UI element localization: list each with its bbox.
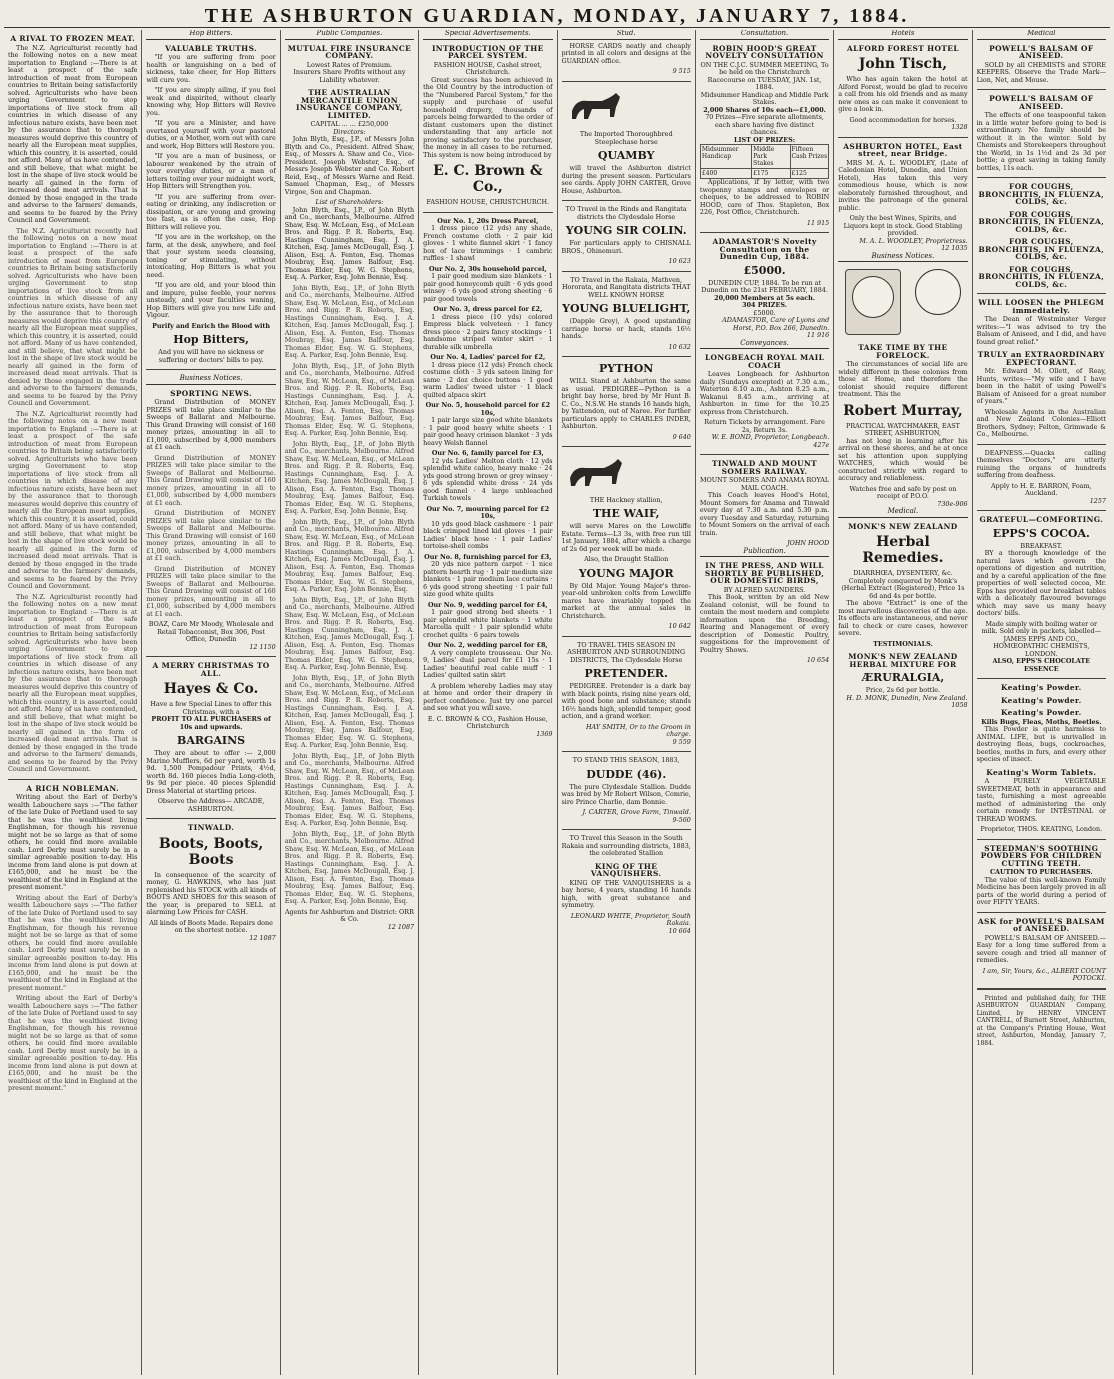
ad-phlegm-title: WILL LOOSEN the PHLEGM immediately.: [978, 298, 1105, 315]
ad-quamby-title: The Imported Thoroughbred Steeplechase horse: [579, 130, 673, 146]
ad-pretender-sig: HAY SMITH, Or to the Groom in charge.: [585, 722, 691, 738]
ad-ref: 427e: [813, 440, 830, 449]
divider: [562, 81, 691, 82]
ad-king-sig: LEONARD WHITE, Proprietor, South Rakaia.: [570, 911, 691, 927]
ad-pretender-name: PRETENDER.: [584, 667, 668, 680]
ad-ref: 12 1150: [249, 642, 276, 651]
divider: [423, 212, 552, 213]
column-head: Hotels: [838, 30, 967, 40]
table-cell: £400: [700, 169, 751, 179]
column-head: Consultation.: [700, 30, 829, 40]
parcel-items: 10 yds good black cashmere · 1 pair black crimped lined kid gloves · 1 pair Ladies' black hose · 1 pair Ladies' tortoise-shell combs: [423, 519, 553, 550]
parcel-label: Our No. 6, family parcel for £3,: [431, 449, 544, 457]
article-frozen-meat: The N.Z. Agriculturist recently had the following notes on a new meat importation to England :—There is at least a prospect of the safe introduction of meat from European countries to Britain being satisfactorily solved. Agriculturists who have been urging Government to stop importations of live stock from all countries in which disease of any infectious nature exists, have been met by the assurance that to thorough measures would deprive this country of nearly all the European meat supplies, which this country, it is asserted, could not afford. Many of us have contended, and still believe, that what might be lost in the shape of live stock would be nearly all gained in the form of increased dead meat arrivals. That is denied by those engaged in the trade and adverse to the farmers' demands, and seems to be feared by the Privy Council and Government.: [8, 43, 138, 224]
divider: [977, 89, 1106, 90]
ad-ashburton-hotel-body: MRS M. A. L. WOODLEY, (Late of Caledonian Hotel, Dunedin, and Union Hotel), Has taken this very commodious house, which is now elaborately furnished throughout, and invites the patronage of the general public.: [838, 158, 968, 212]
ad-epps-also: ALSO, EPPS'S CHOCOLATE ESSENCE: [992, 657, 1091, 673]
ad-murray-trade: PRACTICAL WATCHMAKER, EAST STREET, ASHBURTON,: [846, 421, 960, 437]
ad-insurance-capital: CAPITAL ... ... £250,000: [310, 120, 389, 128]
divider: [977, 988, 1106, 990]
ad-powell-title: POWELL'S BALSAM OF ANISEED.: [989, 43, 1094, 60]
column-head: Hop Bitters.: [146, 30, 275, 40]
table-cell: Fifteen Cash Prizes: [790, 145, 829, 169]
ad-keating-line: Keating's Powder.: [1001, 695, 1082, 705]
parcel-items: 12 yds Ladies' Melton cloth · 12 yds splendid white calico, heavy make · 24 yds good strong brown or grey winsey · 6 yds splendid white dress · 24 yds good flannel · 4 large unbleached Turkish towels: [423, 456, 553, 502]
ad-powell-body-2: The effects of one teaspoonful taken in a little water before going to bed is extraordinary. No family should be without it in the winter. Sold by Chemists and Storekeepers throughout the World, in 1s 1½d and 2s 3d per bottle; a great saving in taking family bottles, 11s each.: [976, 111, 1106, 172]
parcel-label: Our No. 3, dress parcel for £2,: [433, 305, 543, 313]
parcel-label: Our No. 4, Ladies' parcel for £2,: [430, 353, 546, 361]
ad-adamastor-title: ADAMASTOR'S Novelty Consultation on the Dunedin Cup, 1884.: [712, 237, 817, 261]
ad-shareholders-cont-4: John Blyth, Esq., J.P., of John Blyth and Co., merchants, Melbourne. Alfred Shaw, Esq. W. McLean, Esq., of McLean Bros. and Rigg. P. R. Roberts, Esq. Hastings Cunningham, Esq. J. A. Kitchen, Esq. James McDougall, Esq. J. Alison, Esq. A. Fenton, Esq. Thomas Moubray, Esq. James Balfour, Esq. Thomas Elder, Esq. W. G. Stephens, Esq. A. Parker, Esq. John Bennie, Esq.: [284, 517, 415, 593]
table-cell: Middle Park Stakes: [752, 145, 790, 169]
parcel-items: 1 pair good strong bed sheets · 1 pair splendid white blankets · 1 white Marcella quilt · 1 pair splendid white crochet quilts · 6 pairs towels: [423, 608, 553, 639]
ad-birds-author: BY ALFRED SAUNDERS.: [723, 585, 806, 594]
ad-pretender-title: TO TRAVEL THIS SEASON IN ASHBURTON AND SURROUNDING DISTRICTS, The Clydesdale Horse: [567, 640, 686, 664]
ad-major-body: By Old Major. Young Major's three-year-old unbroken colts from Lowcliffe mares have invariably topped the market at the annual sales in Christchurch.: [561, 581, 691, 620]
ad-waif-title: THE Hackney stallion,: [589, 495, 663, 504]
column-3: [281, 30, 419, 1375]
column-2: [142, 30, 280, 1375]
section-head: Business Notices.: [146, 375, 275, 385]
ad-directors-label: Directors:: [333, 127, 366, 136]
ad-ref: 10 664: [668, 926, 691, 935]
ad-major-title: Also, the Draught Stallion: [584, 555, 669, 563]
ad-robin-hood-races: Midsummer Handicap and Middle Park Stakes.: [700, 90, 829, 106]
article-rich-nobleman-cont: Writing about the Earl of Derby's wealth Labouchere says :—"The father of the late Duke of Portland used to say that he was the wealthiest living Englishman, for though his revenue might not be so large as that of some others, he could find more available cash. Lord Derby must surely be in a similar agreeable position to-day. His income from land alone is put down at £165,000, and he must be the wealthiest of the kind in England at the present moment.": [8, 893, 138, 992]
ad-monk-mixture-title: MONK'S NEW ZEALAND HERBAL MIXTURE FOR: [848, 652, 958, 669]
ad-directors: John Blyth, Esq., J.P., of Messrs John Blyth and Co., President. Alfred Shaw, Esq., of Messrs A. Shaw and Co., Vice-President. Joseph Webster, Esq., of Messrs Joseph Webster and Co. Robert Reid, Esq., of Messrs Warne and Reid. Samuel Chapman, Esq., of Messrs Virgoe, Son and Chapman.: [284, 135, 415, 196]
ad-ref: 10 654: [806, 656, 830, 664]
ad-expectorant-agents: Wholesale Agents in the Australian and New Zealand Colonies—Elliott Brothers, Sydney; Felton, Grimwade & Co., Melbourne.: [976, 407, 1106, 438]
article-rich-nobleman-cont-2: Writing about the Earl of Derby's wealth Labouchere says :—"The father of the late Duke of Portland used to say that he was the wealthiest living Englishman, for though his revenue might not be so large as that of some others, he could find more available cash. Lord Derby must surely be in a similar agreeable position to-day. His income from land alone is put down at £165,000, and he must be the wealthiest of the kind in England at the present moment.": [8, 994, 138, 1092]
ad-ref: 730e-906: [937, 499, 968, 508]
masthead: [0, 0, 1114, 26]
ad-hayes-firm: Hayes & Co.: [163, 681, 259, 697]
masthead-title: THE ASHBURTON GUARDIAN, MONDAY, JANUARY 7, 1884.: [204, 5, 910, 27]
ad-birds-body: This Book, written by an old New Zealand colonist, will be found to contain the most modern and complete information upon the Breeding, Rearing and Management of every description of Domestic Poultry, suggestions for the improvement of Poultry Shows.: [699, 593, 830, 654]
ad-steedman-caution: CAUTION TO PURCHASERS.: [989, 868, 1093, 876]
ad-insurance-title: MUTUAL FIRE INSURANCE COMPANY.: [287, 43, 412, 60]
ad-ref: 12 1087: [387, 922, 415, 931]
divider: [146, 818, 275, 819]
parcel-label: Our No. 9, wedding parcel for £4,: [427, 600, 548, 609]
ad-shareholders-cont-7: John Blyth, Esq., J.P., of John Blyth and Co., merchants, Melbourne. Alfred Shaw, Esq. W. McLean, Esq., of McLean Bros. and Rigg. P. R. Roberts, Esq. Hastings Cunningham, Esq. J. A. Kitchen, Esq. James McDougall, Esq. J. Alison, Esq. A. Fenton, Esq. Thomas Moubray, Esq. James Balfour, Esq. Thomas Elder, Esq. W. G. Stephens, Esq. A. Parker, Esq. John Bennie, Esq.: [284, 751, 415, 827]
divider: [562, 636, 691, 637]
table-row: [700, 169, 828, 179]
section-head: Conveyances.: [700, 340, 829, 350]
ad-parcel-foot: E. C. BROWN & CO., Fashion House, Christchurch: [427, 714, 548, 730]
divider: [562, 751, 691, 752]
ad-insurance-agents: Agents for Ashburton and District: ORR & Co.: [284, 907, 414, 923]
ad-boots-firm: Boots, Boots, Boots: [158, 835, 264, 868]
divider: [977, 177, 1106, 178]
ad-alford-body: Who has again taken the hotel at Alford Forest, would be glad to receive a call from his old friends and as many new ones as can make it convenient to give a look in.: [838, 75, 968, 113]
ad-boots-body: In consequence of the scarcity of money, G. HAWKINS, who has just replenished his STOCK with all kinds of BOOTS AND SHOES for this season of the year, is prepared to SELL at alarming Low Prices for CASH.: [146, 870, 276, 916]
headline-frozen-meat: A RIVAL TO FROZEN MEAT.: [10, 34, 136, 43]
ad-sporting-body-cont-3: Grand Distribution of MONEY PRIZES will take place similar to the Sweeps of Ballarat and Melbourne. This Grand Drawing will consist of 160 money prizes, amounting in all to £1,000, subscribed by 4,000 members at £1 each.: [146, 564, 276, 618]
ad-tag-foot: And you will have no sickness or suffering or doctors' bills to pay.: [158, 348, 264, 364]
ad-truth-line: "If you are simply ailing, if you feel weak and dispirited, without clearly knowing why, Hop Bitters will Revive you.: [146, 86, 276, 117]
ad-mount-somers-body: This Coach leaves Hood's Hotel, Mount Somers for Anama and Tinwald every day at 7.30 a.m. and 5.30 p.m. every Tuesday and Saturday, returning to Mount Somers on the arrival of each train.: [699, 491, 830, 537]
ad-python-body: WILL Stand at Ashburton the same as usual. PEDIGREE—Python is a bright bay horse, bred by Mr Hunt B. C. Co., N.S.W. He stands 16 hands high, by Yattendon, out of Naree. For further particulars apply to CHARLES INDER, Ashburton.: [561, 377, 691, 430]
table-cell: £175: [752, 169, 790, 179]
ad-adamastor-total: £5000.: [753, 308, 776, 317]
divider: [8, 779, 137, 780]
divider: [700, 232, 829, 233]
ad-coughs-line: FOR COUGHS, BRONCHITIS, IN FLUENZA, COLDS, &c.: [978, 264, 1105, 289]
ad-adamastor-amount: £5000.: [743, 263, 786, 277]
ad-ref: 9 515: [672, 67, 691, 75]
column-container: [4, 30, 1110, 1375]
article-frozen-meat-cont-2: The N.Z. Agriculturist recently had the following notes on a new meat importation to England :—There is at least a prospect of the safe introduction of meat from European countries to Britain being satisfactorily solved. Agriculturists who have been urging Government to stop importations of live stock from all countries in which disease of any infectious nature exists, have been met by the assurance that to thorough measures would deprive this country of nearly all the European meat supplies, which this country, it is asserted, could not afford. Many of us have contended, and still believe, that what might be lost in the shape of live stock would be nearly all gained in the form of increased dead meat arrivals. That is denied by those engaged in the trade and adverse to the farmers' demands, and seems to be feared by the Privy Council and Government.: [8, 409, 138, 590]
ad-king-title: TO Travel this Season in the South Rakaia and surrounding districts, 1883, the celebrated Stallion: [561, 834, 691, 857]
parcel-items: 1 dress piece (12 yds) any shade, French costume cloth · 2 pair kid gloves · 1 white flannel skirt · 1 fancy box of lace trimmings · 1 cambric ruffles · 1 shawl: [423, 224, 553, 262]
ad-dudde-sig: J. CARTER, Grove Farm, Tinwald.: [582, 808, 691, 816]
ad-take-time-title: TAKE TIME BY THE FORELOCK.: [858, 343, 948, 360]
divider: [562, 200, 691, 201]
column-6: [696, 30, 834, 1375]
article-frozen-meat-cont-3: The N.Z. Agriculturist recently had the following notes on a new meat importation to England :—There is at least a prospect of the safe introduction of meat from European countries to Britain being satisfactorily solved. Agriculturists who have been urging Government to stop importations of live stock from all countries in which disease of any infectious nature exists, have been met by the assurance that to thorough measures would deprive this country of nearly all the European meat supplies, which this country, it is asserted, could not afford. Many of us have contended, and still believe, that what might be lost in the shape of live stock would be nearly all gained in the form of increased dead meat arrivals. That is denied by those engaged in the trade and adverse to the farmers' demands, and seems to be feared by the Privy Council and Government.: [8, 592, 138, 773]
ad-birds-title: IN THE PRESS, AND WILL SHORTLY BE PUBLISHED, OUR DOMESTIC BIRDS,: [704, 561, 825, 585]
ad-brown-sub: FASHION HOUSE, CHRISTCHURCH.: [426, 198, 550, 206]
ad-worm-tablets-title: Keating's Worm Tablets.: [986, 767, 1097, 777]
parcel-items: 20 yds nice pattern carpet · 1 nice pattern hearth rug · 1 pair medium size blankets · 1 pair medium lace curtains · 6 yds good strong sheeting · 1 pair full size good white quilts: [423, 560, 553, 598]
ad-brown-firm: E. C. Brown & Co.,: [433, 163, 543, 195]
ad-shareholders: John Blyth, Esq., J.P., of John Blyth and Co., merchants, Melbourne. Alfred Shaw, Esq. W. McLean, Esq., of McLean Bros. and Rigg. P. R. Roberts, Esq. Hastings Cunningham, Esq. J. A. Kitchen, Esq. James McDougall, Esq. J. Alison, Esq. A. Fenton, Esq. Thomas Moubray, Esq. James Balfour, Esq. Thomas Elder, Esq. W. G. Stephens, Esq. A. Parker, Esq. John Bennie, Esq.: [284, 205, 415, 281]
ad-mount-somers-sub: MOUNT SOMERS AND ANAMA ROYAL MAIL COACH.: [700, 476, 830, 492]
ad-keating-kills: Kills Bugs, Fleas, Moths, Beetles.: [981, 717, 1102, 726]
ad-horse-cards: HORSE CARDS neatly and cheaply printed in all colors and designs at the GUARDIAN office.: [561, 41, 691, 65]
ad-coughs-line: FOR COUGHS, BRONCHITIS, IN FLUENZA, COLDS, &c.: [978, 209, 1105, 234]
ad-longbeach-body: Leaves Longbeach for Ashburton daily (Sundays excepted) at 7.30 a.m., Waterton 8.10 a.m., Ashton 8.25 a.m., Wakanui 8.45 a.m., arriving at Ashburton in time for the 10.25 express from Christchurch.: [699, 370, 830, 416]
ad-worm-tablets-body: A PURELY VEGETABLE SWEETMEAT, both in appearance and taste, furnishing a most agreeable method of administering the only certain remedy for INTESTINAL or THREAD WORMS.: [976, 777, 1106, 823]
ad-insurance-rates: Lowest Rates of Premium.: [306, 60, 393, 69]
ad-take-time-body: The circumstances of social life are widely different in these colonies from those at Home, and therefore the colonist should require different treatment. This the: [838, 360, 968, 398]
ad-parcel-body-2: A problem whereby Ladies may stay at home and order their drapery in perfect confidence. Just try one parcel and see what you will save.: [423, 681, 553, 712]
ad-major-name: YOUNG MAJOR: [578, 566, 674, 580]
ad-ref: 1058: [951, 701, 968, 709]
ad-boaz-address: BOAZ, Care Mr Moody, Wholesale and Retail Tobacconist, Box 306, Post Office, Dunedin: [148, 620, 274, 643]
ad-tinwald-title: TINWALD.: [187, 823, 235, 832]
divider: [977, 293, 1106, 294]
ad-keating-body: This Powder is quite harmless to ANIMAL LIFE, but is unrivalled in destroying fleas, bugs, cockroaches, beetles, moths in furs, and every other species of insect.: [976, 725, 1106, 763]
ad-bluelight-title: TO Travel in the Rakaia, Mathven, Hororata, and Rangitata districts THAT WELL KNOWN HORSE: [561, 275, 691, 299]
ad-monk-sub: DIARRHŒA, DYSENTERY, &c. Completely conquered by Monk's (Herbal Extract (Registered), Price 1s 6d and 4s per bottle.: [841, 569, 965, 600]
table-row: [700, 145, 828, 169]
column-head: Special Advertisements.: [423, 30, 552, 40]
section-head: Business Notices.: [838, 253, 967, 263]
parcel-label: Our No. 8, furnishing parcel for £3,: [424, 552, 552, 561]
prize-table: [700, 144, 829, 179]
ad-epps-body: BY a thorough knowledge of the natural laws which govern the operations of digestion and nutrition, and by a careful application of the fine properties of well selected cocoa, Mr. Epps has provided our breakfast tables with a delicately flavoured beverage which may save us many heavy doctors' bills.: [976, 549, 1106, 617]
divider: [977, 839, 1106, 840]
divider: [977, 678, 1106, 679]
ad-dudde-title: TO STAND THIS SEASON, 1883,: [572, 756, 680, 764]
ad-shareholders-cont-8: John Blyth, Esq., J.P., of John Blyth and Co., merchants, Melbourne. Alfred Shaw, Esq. W. McLean, Esq., of McLean Bros. and Rigg. P. R. Roberts, Esq. Hastings Cunningham, Esq. J. A. Kitchen, Esq. James McDougall, Esq. J. Alison, Esq. A. Fenton, Esq. Thomas Moubray, Esq. James Balfour, Esq. Thomas Elder, Esq. W. G. Stephens, Esq. A. Parker, Esq. John Bennie, Esq.: [284, 829, 415, 905]
ad-waif-name: THE WAIF,: [592, 507, 660, 520]
column-5: [558, 30, 696, 1375]
ad-ref: 9-560: [672, 815, 691, 824]
ad-monk-testimonials: TESTIMONIALS.: [873, 639, 933, 648]
divider: [562, 356, 691, 357]
table-cell: Midsummer Handicap: [700, 145, 751, 169]
ad-prize-list-label: LIST OF PRIZES:: [734, 135, 796, 144]
ad-truth-line: "If you are old, and your blood thin and impure, pulse feeble, your nerves unsteady, and your faculties waning, Hop Bitters will give you new Life and Vigour.: [146, 281, 276, 319]
ad-longbeach-sig: W. E. BOND, Proprietor, Longbeach.: [711, 433, 830, 441]
column-head: Public Companies.: [285, 30, 414, 40]
ad-worm-tablets-sig: Proprietor, THOS. KEATING, London.: [980, 825, 1103, 833]
parcel-items: 1 dress piece (12 yds) French check costume cloth · 3 yds sateen lining for same · 2 doz choice buttons · 1 good warm Ladies' tweed ulster · 1 black quilted alpaca skirt: [423, 360, 553, 399]
ad-bluelight-name: YOUNG BLUELIGHT,: [562, 302, 691, 315]
ad-alford-foot: Good accommodation for horses.: [849, 115, 957, 124]
ad-ashburton-hotel-sig: M. A. L. WOODLEY, Proprietress.: [859, 236, 968, 245]
ad-christmas-title: A MERRY CHRISTMAS TO ALL.: [152, 661, 270, 678]
ad-ref: 9 559: [672, 737, 691, 746]
column-head: Stud.: [562, 30, 691, 40]
ad-quamby-body: will travel the Ashburton district during the present season. Particulars see cards. Apply JOHN CARTER, Grove House, Ashburton.: [561, 164, 691, 195]
ad-adamastor-prizes: 304 PRIZES.: [742, 301, 787, 309]
ad-ashburton-hotel-title: ASHBURTON HOTEL, East street, near Bridge.: [843, 141, 963, 158]
ad-ref: 9 640: [672, 432, 691, 441]
ad-ashburton-hotel-foot: Only the best Wines, Spirits, and Liquors kept in stock. Good Stabling provided.: [843, 214, 963, 237]
ad-bargains: BARGAINS: [177, 734, 246, 747]
ad-shareholders-cont-3: John Blyth, Esq., J.P., of John Blyth and Co., merchants, Melbourne. Alfred Shaw, Esq. W. McLean, Esq., of McLean Bros. and Rigg. P. R. Roberts, Esq. Hastings Cunningham, Esq. J. A. Kitchen, Esq. James McDougall, Esq. J. Alison, Esq. A. Fenton, Esq. Thomas Moubray, Esq. James Balfour, Esq. Thomas Elder, Esq. W. G. Stephens, Esq. A. Parker, Esq. John Bennie, Esq.: [284, 439, 415, 515]
imprint: Printed and published daily, for THE ASHBURTON GUARDIAN Company, Limited, by HENRY VINCENT CANTRELL, of Burnett Street, Ashburton, at the Company's Printing House, West street, Ashburton, Monday, January 7, 1884.: [976, 994, 1106, 1047]
parcel-label: Our No. 2, 30s household parcel,: [428, 264, 547, 273]
ad-longbeach-title: LONGBEACH ROYAL MAIL COACH: [704, 353, 825, 370]
ad-powell-body: SOLD by all CHEMISTS and STORE KEEPERS. Observe the Trade Mark—Lion, Net, and Mouse.: [976, 60, 1106, 84]
ad-truth-line: "If you are suffering from over-eating or drinking, any indiscretion or dissipation, or are young and growing too fast, as is often the case, Hop Bitters will relieve you.: [146, 192, 276, 231]
ad-epps-name: EPPS'S COCOA.: [992, 526, 1090, 540]
ad-robin-hood-title: ROBIN HOOD'S GREAT NOVELTY CONSULTATION: [705, 43, 824, 60]
ad-shareholders-cont-5: John Blyth, Esq., J.P., of John Blyth and Co., merchants, Melbourne. Alfred Shaw, Esq. W. McLean, Esq., of McLean Bros. and Rigg. P. R. Roberts, Esq. Hastings Cunningham, Esq. J. A. Kitchen, Esq. James McDougall, Esq. J. Alison, Esq. A. Fenton, Esq. Thomas Moubray, Esq. James Balfour, Esq. Thomas Elder, Esq. W. G. Stephens, Esq. A. Parker, Esq. John Bennie, Esq.: [284, 595, 415, 671]
ad-ref: 1257: [1089, 496, 1106, 505]
ad-parcel-sub: FASHION HOUSE, Cashel street, Christchurch.: [433, 60, 542, 76]
divider: [977, 444, 1106, 445]
ad-parcel-title: INTRODUCTION OF THE PARCEL SYSTEM.: [431, 43, 544, 60]
divider: [562, 829, 691, 830]
ad-bluelight-sub: (Dapple Grey), A good upstanding carriage horse or hack, stands 16½ hands.: [561, 317, 691, 340]
ad-ask-powell-title: ASK for POWELL'S BALSAM of ANISEED.: [977, 916, 1105, 933]
ad-sporting-body-cont: Grand Distribution of MONEY PRIZES will take place similar to the Sweeps of Ballarat and Melbourne. This Grand Drawing will consist of 160 money prizes, amounting in all to £1,000, subscribed by 4,000 members at £1 each.: [146, 453, 276, 507]
ad-epps-foot: Made simply with boiling water or milk. Sold only in packets, labelled— JAMES EPPS AND CO., HOMŒOPATHIC CHEMISTS, LONDON.: [981, 619, 1102, 658]
ad-colin-name: YOUNG SIR COLIN.: [565, 224, 687, 237]
ad-expectorant-title: TRULY an EXTRAORDINARY EXPECTORANT.: [977, 350, 1105, 367]
ad-dudde-name: DUDDE (46).: [586, 767, 667, 781]
ad-king-body: KING OF THE VANQUISHERS is a bay horse, 4 years, standing 16 hands high, with great substance and symmetry.: [561, 878, 691, 909]
ad-ref: 10 623: [668, 257, 691, 265]
ad-python-name: PYTHON: [599, 362, 654, 375]
ad-monk-body: The above "Extract" is one of the most marvellous discoveries of the age. Its effects are instantaneous, and never fail to check or cure cases, however severe.: [838, 599, 968, 637]
ad-shareholders-cont: John Blyth, Esq., J.P., of John Blyth and Co., merchants, Melbourne. Alfred Shaw, Esq. W. McLean, Esq., of McLean Bros. and Rigg. P. R. Roberts, Esq. Hastings Cunningham, Esq. J. A. Kitchen, Esq. James McDougall, Esq. J. Alison, Esq. A. Fenton, Esq. Thomas Moubray, Esq. James Balfour, Esq. Thomas Elder, Esq. W. G. Stephens, Esq. A. Parker, Esq. John Bennie, Esq.: [284, 283, 415, 359]
ad-waif-body: will serve Mares on the Lowcliffe Estate. Terms—L3 3s, with free run till 1st January, 1884, after which a charge of 2s 6d per week will be made.: [561, 522, 691, 553]
ad-insurance-body: Insurers Share Profits without any Liability whatever.: [293, 68, 406, 84]
ad-hayes-body: They are about to offer :— 2,000 Marino Mufflers, 6d per yard, worth 1s 9d. 1,500 Pompadour Prints, 4½d, worth 8d. 160 pieces India Long-cloth, 9s 9d per piece. 40 pieces Splendid Dress Material at startling prices.: [146, 749, 276, 795]
column-4: [419, 30, 557, 1375]
parcel-label: Our No. 5, household parcel for £2 10s,: [425, 401, 551, 417]
ad-monk-sig: H. D. MONK, Dunedin, New Zealand.: [846, 693, 968, 702]
column-8: [973, 30, 1110, 1375]
ad-truth-line: "If you are a man of business, or labourer weakened by the strain of your everyday duties, or a man of letters toiling over your midnight work, Hop Bitters will Strengthen you.: [146, 152, 276, 190]
ad-sporting-body: Grand Distribution of MONEY PRIZES will take place similar to the Sweeps of Ballarat and Melbourne. This Grand Drawing will consist of 160 money prizes, amounting in all to £1,000, subscribed by 4,000 members at £1 each.: [146, 398, 276, 451]
ad-adamastor-close: DUNEDIN CUP, 1884. To be run at Dunedin on the 21st FEBRUARY, 1884.: [701, 278, 828, 294]
ad-ask-powell-sig: I am, Sir, Yours, &c., ALBERT COUNT POTOCKI.: [982, 966, 1106, 982]
divider: [977, 510, 1106, 511]
ad-deafness-foot: Apply to H. E. BARRON, Foam, Auckland.: [991, 481, 1092, 497]
ad-sporting-title: SPORTING NEWS.: [170, 388, 252, 398]
ad-phlegm-body: The Dean of Westminster Verger writes:—"I was advised to try the Balsam of Aniseed, and I did, and have found great relief.": [976, 315, 1106, 346]
divider: [562, 446, 691, 447]
ad-murray-body: has not long in learning after his arrival on these shores, and he at once set his attention upon supplying WATCHES, which would be constructed strictly with regard to accuracy and reliableness.: [838, 436, 968, 482]
ad-monk-mixture: ÆRURALGIA,: [861, 671, 945, 684]
divider: [562, 271, 691, 272]
ad-ref: 10 632: [668, 342, 691, 351]
section-head: Publication.: [700, 548, 829, 558]
ad-colin-title: TO Travel in the Rinds and Rangitata districts the Clydesdale Horse: [565, 205, 687, 221]
ad-brand: Hop Bitters,: [173, 333, 249, 346]
ad-quamby-name: QUAMBY: [597, 149, 655, 162]
mantel-clock-icon: [845, 269, 901, 335]
ad-murray-foot: Watches free and safe by post on receipt of P.O.O.: [849, 484, 957, 500]
horse-illustration-icon: [562, 456, 632, 490]
ad-steedman-title: STEEDMAN'S SOOTHING POWDERS FOR CHILDREN CUTTING TEETH.: [980, 843, 1102, 868]
ad-truth-line: "If you are in the workshop, on the farm, at the desk, anywhere, and feel that your system needs cleansing, toning or stimulating, without intoxicating, Hop Bitters is what you need.: [146, 233, 276, 279]
ad-boots-foot: All kinds of Boots Made. Repairs done on the shortest notice.: [149, 918, 273, 934]
column-1: [4, 30, 142, 1375]
ad-hayes-signoff: Observe the Address— ARCADE, ASHBURTON.: [157, 797, 265, 813]
ad-robin-hood-sub: ON THE C.J.C. SUMMER MEETING, To be held on the Christchurch Racecourse on TUESDAY, JAN. 1st, 1884.: [700, 60, 829, 91]
ad-expectorant-body: Mr. Edward M. Ollett, of Reay, Hunts, writes:—"My wife and I have been in the habit of using Powell's Balsam of Aniseed for a great number of years.": [976, 367, 1106, 405]
ad-tisch-name: John Tisch,: [858, 56, 948, 72]
divider: [146, 369, 275, 370]
ad-ref: 10 642: [668, 622, 691, 630]
divider: [977, 912, 1106, 913]
ad-monk-title: MONK'S NEW ZEALAND: [848, 521, 958, 531]
ad-longbeach-fares: Return Tickets by arrangement. Fare 2s, Return 3s.: [704, 418, 825, 434]
ad-ref: 12 1087: [249, 933, 276, 942]
column-head: Medical: [977, 30, 1106, 40]
ad-ref: 11 915: [806, 218, 830, 227]
table-cell: £125: [790, 169, 829, 179]
section-head: Medical.: [838, 508, 967, 518]
ad-steedman-body: The value of this well-known Family Medicine has been largely proved in all parts of the world during a period of over FIFTY YEARS.: [976, 875, 1106, 906]
pocket-watch-icon: [915, 269, 961, 315]
parcel-label: Our No. 1, 20s Dress Parcel,: [437, 216, 539, 225]
ad-tinwald-railway-title: TINWALD AND MOUNT SOMERS RAILWAY.: [712, 459, 818, 476]
parcel-items: 1 dress piece (10 yds) colored Empress black velveteen · 1 fancy dress piece · 2 pairs fancy stockings · 1 handsome striped winter skirt · 1 durable silk umbrella: [423, 312, 553, 351]
ad-hayes-sub: Have a few Special Lines to offer this Christmas, with a: [150, 700, 272, 716]
ad-colin-body: For particulars apply to CHISNALL BROS., Ohinemuri.: [561, 239, 691, 255]
ad-shareholders-cont-6: John Blyth, Esq., J.P., of John Blyth and Co., merchants, Melbourne. Alfred Shaw, Esq. W. McLean, Esq., of McLean Bros. and Rigg. P. R. Roberts, Esq. Hastings Cunningham, Esq. J. A. Kitchen, Esq. James McDougall, Esq. J. Alison, Esq. A. Fenton, Esq. Thomas Moubray, Esq. James Balfour, Esq. Thomas Elder, Esq. W. G. Stephens, Esq. A. Parker, Esq. John Bennie, Esq.: [284, 673, 415, 749]
ad-robin-hood-body: Applications, if by letter, with two twopenny stamps and envelopes or cheques, to be addressed to ROBIN HOOD, care of Thos. Stapleton, Box 226, Post Office, Christchurch.: [699, 178, 830, 216]
ad-truth-line: "If you are suffering from poor health or languishing on a bed of sickness, take cheer, for Hop Bitters will cure you.: [146, 53, 276, 84]
ad-tag: Purify and Enrich the Blood with: [152, 321, 271, 330]
ad-mount-somers-sig: JOHN HOOD: [787, 539, 830, 547]
horse-illustration-icon: [562, 91, 632, 125]
parcel-label: Our No. 2, wedding parcel for £8,: [427, 641, 548, 649]
divider: [700, 454, 829, 455]
article-rich-nobleman: Writing about the Earl of Derby's wealth Labouchere says :—"The father of the late Duke of Portland used to say that he was the wealthiest living Englishman, for though his revenue might not be so large as that of some others, he could find more available cash. Lord Derby must surely be in a similar agreeable position to-day. His income from land alone is put down at £165,000, and he must be the wealthiest of the kind in England at the present moment.": [8, 793, 138, 891]
ad-shareholders-cont-2: John Blyth, Esq., J.P., of John Blyth and Co., merchants, Melbourne. Alfred Shaw, Esq. W. McLean, Esq., of McLean Bros. and Rigg. P. R. Roberts, Esq. Hastings Cunningham, Esq. J. A. Kitchen, Esq. James McDougall, Esq. J. Alison, Esq. A. Fenton, Esq. Thomas Moubray, Esq. James Balfour, Esq. Thomas Elder, Esq. W. G. Stephens, Esq. A. Parker, Esq. John Bennie, Esq.: [284, 361, 415, 437]
ad-sporting-body-cont-2: Grand Distribution of MONEY PRIZES will take place similar to the Sweeps of Ballarat and Melbourne. This Grand Drawing will consist of 160 money prizes, amounting in all to £1,000, subscribed by 4,000 members at £1 each.: [146, 509, 276, 562]
ad-murray-name: Robert Murray,: [843, 402, 963, 419]
article-frozen-meat-cont: The N.Z. Agriculturist recently had the following notes on a new meat importation to England :—There is at least a prospect of the safe introduction of meat from European countries to Britain being satisfactorily solved. Agriculturists who have been urging Government to stop importations of live stock from all countries in which disease of any infectious nature exists, have been met by the assurance that to thorough measures would deprive this country of nearly all the European meat supplies, which this country, it is asserted, could not afford. Many of us have contended, and still believe, that what might be lost in the shape of live stock would be nearly all gained in the form of increased dead meat arrivals. That is denied by those engaged in the trade and adverse to the farmers' demands, and seems to be feared by the Privy Council and Government.: [8, 226, 138, 407]
ad-hayes-line: PROFIT TO ALL PURCHASERS of 10s and upwards.: [151, 715, 271, 731]
parcel-label: Our No. 7, mourning parcel for £2 10s,: [426, 504, 550, 520]
ad-epps-title: GRATEFUL—COMFORTING.: [979, 515, 1104, 524]
ad-parcel-body: Great success has been achieved in the Old Country by the introduction of the "Numbered Parcel System," for the supply and purchase of useful household drapery, thousands of parcels being forwarded to the order of distant customers upon the distinct understanding that any article not proving satisfactory to the purchaser, the money in all cases to be returned. This system is now being introduced by: [423, 75, 553, 159]
ad-monk-price: Price, 2s 6d per bottle.: [865, 686, 941, 694]
masthead-rule: [4, 27, 1110, 28]
ad-king-name: KING OF THE VANQUISHERS.: [590, 861, 662, 878]
ad-keating-line: Keating's Powder.: [1001, 708, 1082, 717]
ad-keating-line: Keating's Powder.: [1001, 683, 1082, 692]
ad-dudde-body: The pure Clydesdale Stallion. Dudde was bred by Mr Robert Wilson, Comrie, sire Prince Charlie, dam Bonnie.: [561, 782, 691, 806]
ad-pretender-body: PEDIGREE. Pretender is a dark bay with black points, rising nine years old, with good bone and substance; stands 16½ hands high, splendid temper, good action, and a grand worker.: [561, 682, 691, 720]
ad-insurance-company: THE AUSTRALIAN MERCANTILE UNION INSURANCE COMPANY, LIMITED.: [296, 88, 403, 120]
ad-epps-sub: BREAKFAST.: [1020, 541, 1063, 550]
ad-shareholders-label: List of Shareholders:: [315, 198, 384, 206]
ad-powell-title-2: POWELL'S BALSAM OF ANISEED.: [989, 94, 1094, 111]
divider: [838, 137, 967, 138]
ad-ref: 11 916: [806, 331, 830, 339]
ad-ref: 1328: [951, 123, 968, 131]
parcel-items: 1 pair large size good white blankets · 1 pair good heavy white sheets · 1 pair good heavy crimson blanket · 3 yds heavy Welsh flannel: [423, 416, 553, 447]
ad-adamastor-sig: ADAMASTOR, Care of Lyons and Horst, P.O. Box 266, Dunedin.: [722, 316, 830, 332]
clock-illustrations: [838, 265, 967, 339]
ad-robin-hood-shares: 2,000 Shares of 10s each—£1,000.: [703, 105, 826, 114]
divider: [146, 656, 275, 657]
ad-monk-name: Herbal Remedies.: [862, 534, 944, 566]
ad-alford-title: ALFORD FOREST HOTEL: [846, 43, 959, 53]
ad-deafness: DEAFNESS.—Quacks calling themselves "Doctors," are utterly ruining the organs of hundreds suffering from deafness.: [976, 448, 1106, 479]
ad-ask-powell-body: POWELL'S BALSAM OF ANISEED.—Easy for a long time suffered from a severe cough and tried all manner of remedies.: [976, 933, 1106, 964]
ad-coughs-line: FOR COUGHS, BRONCHITIS, IN FLUENZA, COLDS, &c.: [978, 237, 1105, 261]
headline-rich-nobleman: A RICH NOBLEMAN.: [26, 783, 120, 793]
ad-coughs-line: FOR COUGHS, BRONCHITIS, IN FLUENZA, COLDS, &c.: [978, 182, 1105, 206]
parcel-items: 1 pair good medium size blankets · 1 pair good honeycomb quilt · 6 yds good winsey · 6 yds good strong sheeting · 6 pair good towels: [423, 272, 553, 303]
ad-robin-hood-prizes: 70 Prizes—Five separate allotments, each share having five distinct chances.: [705, 113, 824, 136]
ad-truth-line: "If you are a Minister, and have overtaxed yourself with your pastoral duties, or a Mother, worn out with care and work, Hop Bitters will Restore you.: [146, 119, 276, 150]
parcel-items: A very complete trousseau. Our No. 9, Ladies' dual parcel for £1 15s · 1 Ladies' beautiful real cable muff · 1 Ladies' quilted satin skirt: [423, 648, 553, 679]
ad-ref: 1369: [536, 729, 553, 738]
ad-ref: 12 1035: [941, 244, 968, 252]
column-7: [834, 30, 972, 1375]
ad-valuable-truths-title: VALUABLE TRUTHS.: [165, 43, 258, 53]
ad-adamastor-members: 20,000 Members at 5s each.: [714, 293, 815, 302]
